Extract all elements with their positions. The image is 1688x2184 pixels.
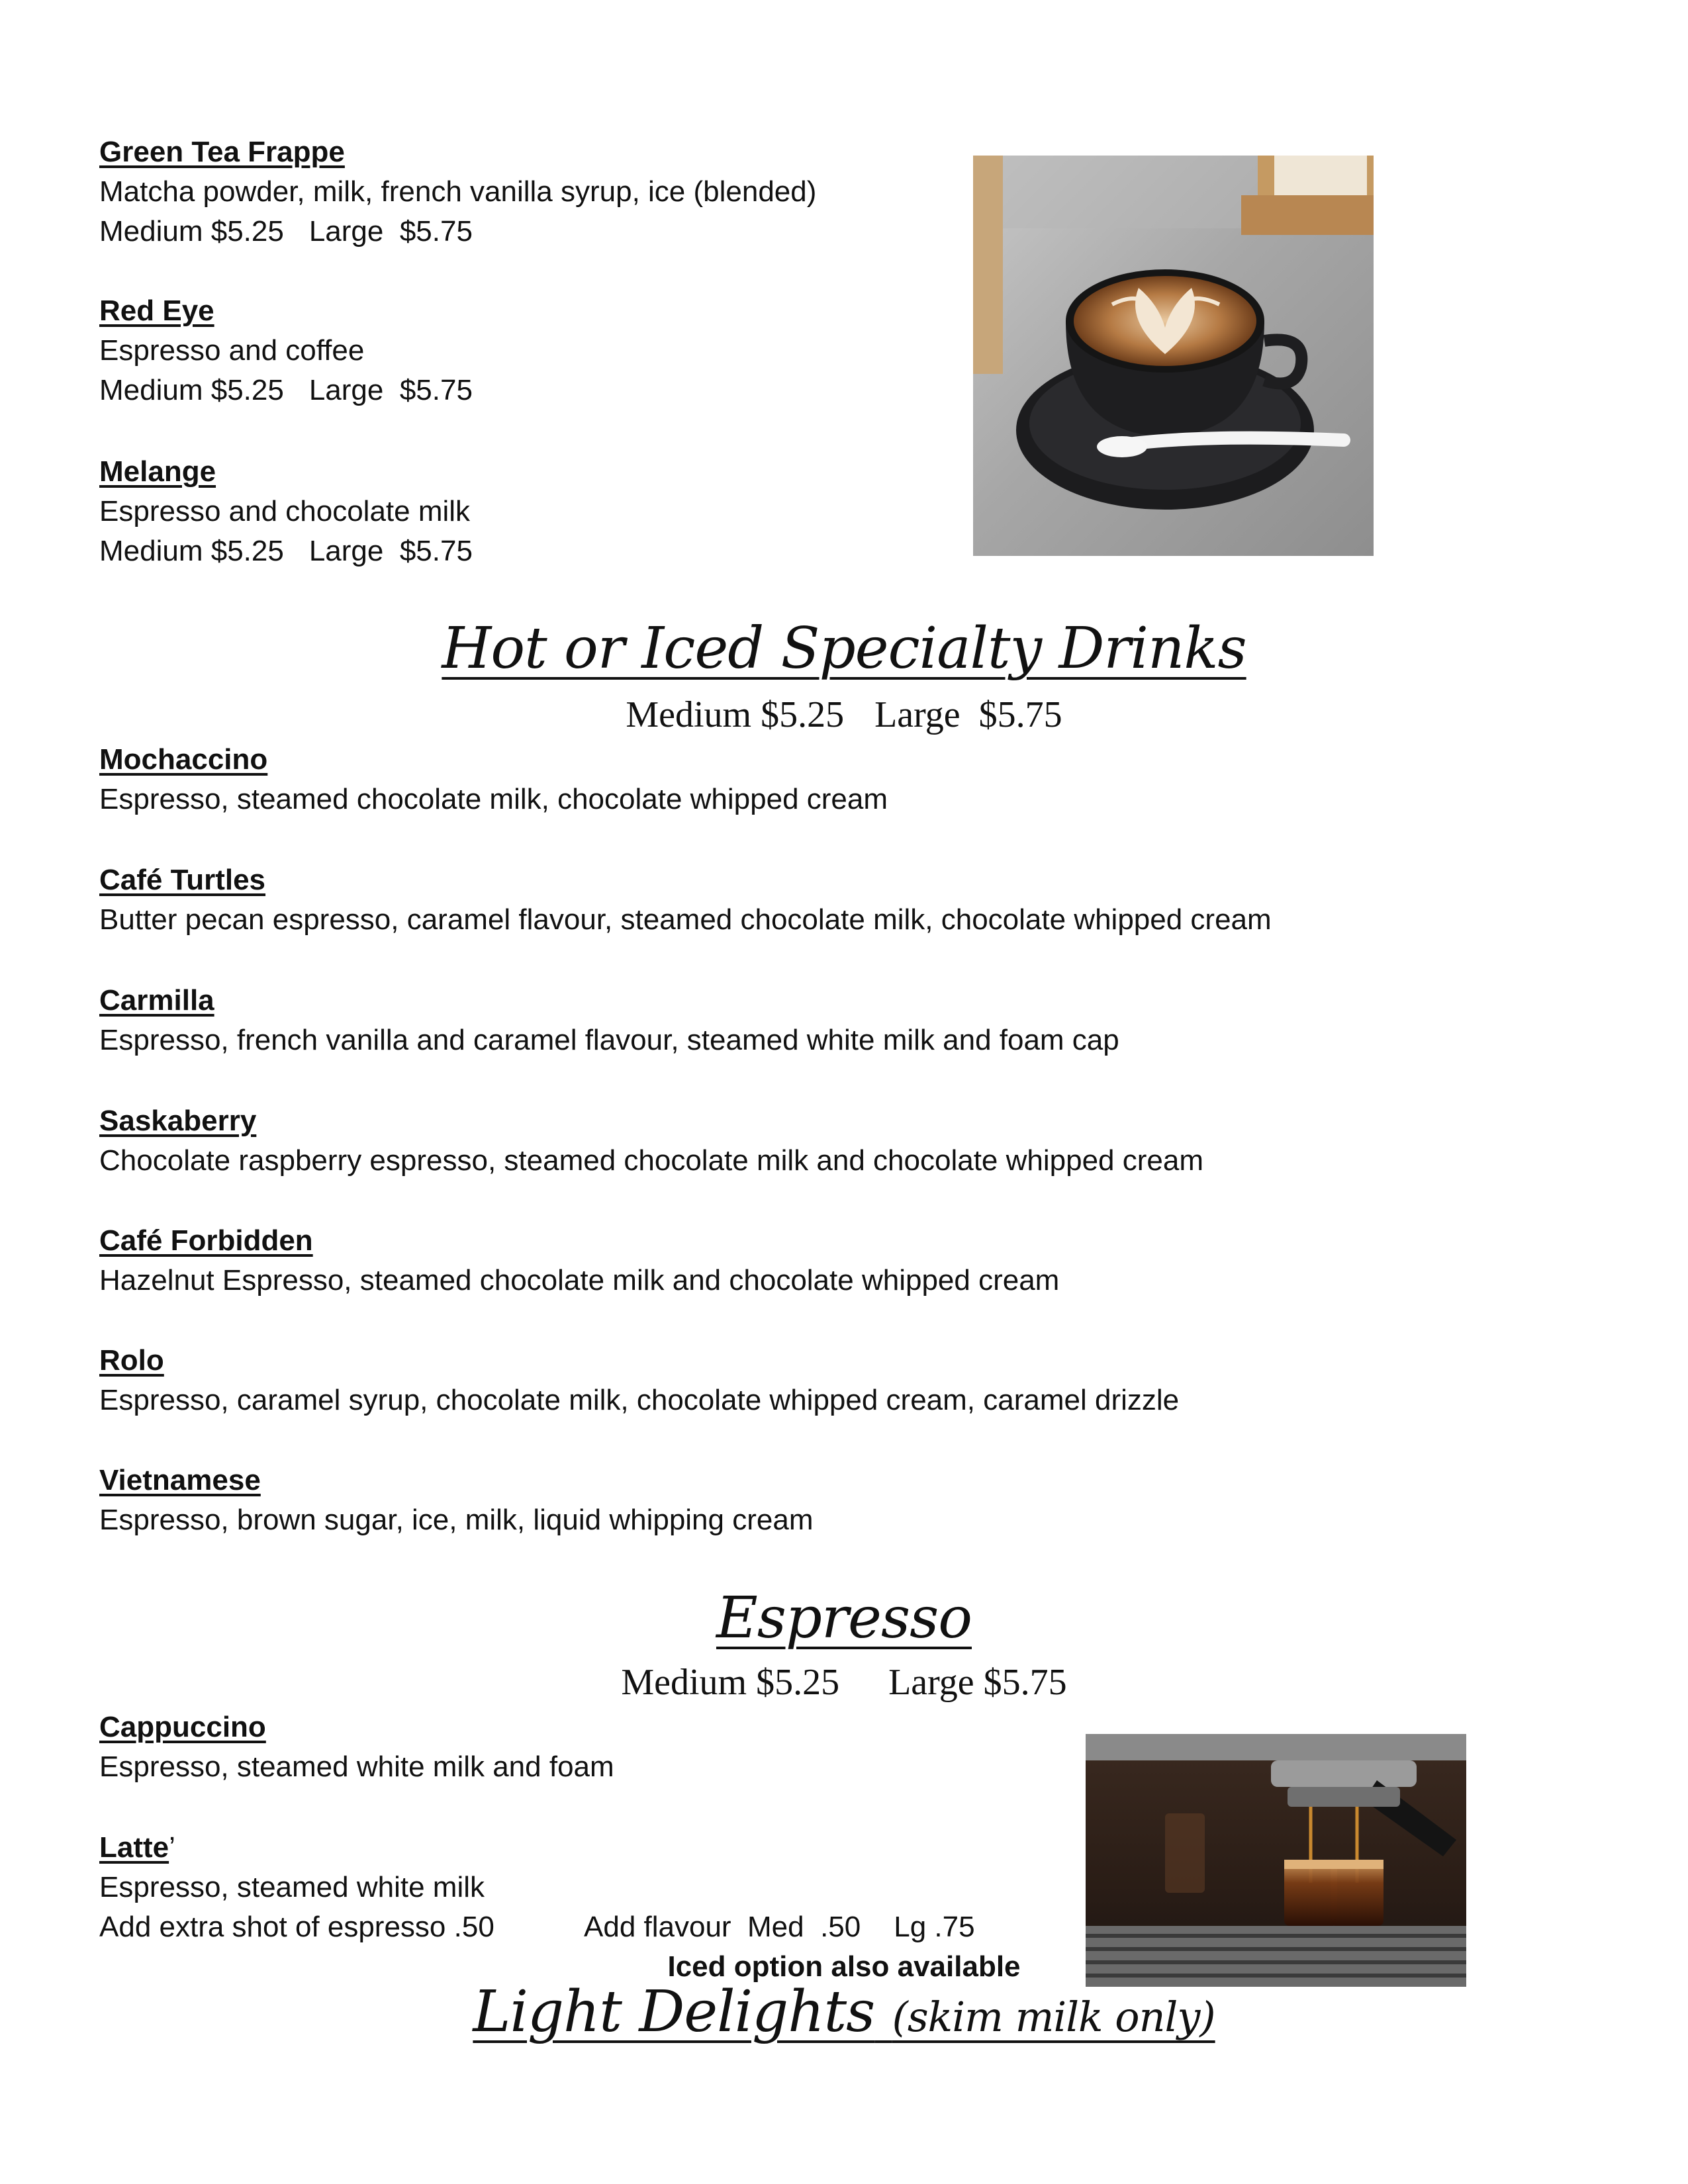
light-delights-title-text: Light Delights xyxy=(473,1979,875,2045)
specialty-title: Hot or Iced Specialty Drinks xyxy=(442,615,1246,682)
item-name-latte-wrap xyxy=(99,1831,175,1864)
item-desc-cafe-forbidden: Hazelnut Espresso, steamed chocolate milk and chocolate whipped cream xyxy=(99,1264,1060,1297)
add-flavour-med: Add flavour Med .50 xyxy=(584,1911,861,1943)
item-name-mochaccino: Mochaccino xyxy=(99,743,268,776)
iced-option-note: Iced option also available xyxy=(667,1950,1021,1983)
item-name-cappuccino: Cappuccino xyxy=(99,1711,266,1743)
espresso-price-medium: Medium $5.25 xyxy=(621,1662,840,1703)
price-large: Large $5.75 xyxy=(308,535,473,567)
item-desc-latte: Espresso, steamed white milk xyxy=(99,1871,485,1903)
item-name-vietnamese: Vietnamese xyxy=(99,1464,261,1496)
item-desc-cappuccino: Espresso, steamed white milk and foam xyxy=(99,1751,614,1783)
price-large: Large $5.75 xyxy=(308,374,473,406)
espresso-machine-icon xyxy=(1086,1734,1466,1987)
item-desc-saskaberry: Chocolate raspberry espresso, steamed chocolate milk and chocolate whipped cream xyxy=(99,1144,1203,1177)
extra-shot-note: Add extra shot of espresso .50 xyxy=(99,1911,494,1943)
item-desc-rolo: Espresso, caramel syrup, chocolate milk, chocolate whipped cream, caramel drizzle xyxy=(99,1384,1180,1416)
item-name-rolo: Rolo xyxy=(99,1344,164,1377)
add-flavour-note xyxy=(584,1911,975,1944)
add-flavour-lg: Lg .75 xyxy=(894,1911,975,1943)
price-medium: Medium $5.25 xyxy=(99,535,284,567)
latte-apostrophe: ’ xyxy=(169,1831,175,1864)
item-desc-vietnamese: Espresso, brown sugar, ice, milk, liquid whipping cream xyxy=(99,1504,814,1536)
item-name-latte: Latte xyxy=(99,1831,169,1864)
specialty-price-medium: Medium $5.25 xyxy=(626,694,845,735)
item-desc-green-tea-frappe: Matcha powder, milk, french vanilla syrup, ice (blended) xyxy=(99,175,817,208)
espresso-price-large: Large $5.75 xyxy=(888,1662,1067,1703)
price-large: Large $5.75 xyxy=(308,215,473,248)
item-desc-red-eye: Espresso and coffee xyxy=(99,334,365,367)
espresso-price-row xyxy=(0,1661,1688,1704)
item-desc-melange: Espresso and chocolate milk xyxy=(99,495,471,527)
espresso-machine-photo xyxy=(1086,1734,1466,1987)
item-name-green-tea-frappe: Green Tea Frappe xyxy=(99,136,345,168)
item-desc-carmilla: Espresso, french vanilla and caramel flavour, steamed white milk and foam cap xyxy=(99,1024,1119,1056)
item-name-cafe-turtles: Café Turtles xyxy=(99,864,266,896)
item-name-cafe-forbidden: Café Forbidden xyxy=(99,1224,313,1257)
latte-art-cup-icon xyxy=(973,156,1374,556)
latte-art-photo xyxy=(973,156,1374,556)
espresso-title: Espresso xyxy=(716,1585,972,1651)
specialty-price-row xyxy=(0,694,1688,736)
item-price-green-tea-frappe xyxy=(99,215,473,248)
item-price-red-eye xyxy=(99,374,473,407)
specialty-price-large: Large $5.75 xyxy=(874,694,1062,735)
item-desc-mochaccino: Espresso, steamed chocolate milk, chocolate whipped cream xyxy=(99,783,888,815)
light-delights-title xyxy=(0,1979,1688,2045)
price-medium: Medium $5.25 xyxy=(99,215,284,248)
item-name-red-eye: Red Eye xyxy=(99,295,214,327)
price-medium: Medium $5.25 xyxy=(99,374,284,406)
item-price-melange xyxy=(99,535,473,568)
item-name-carmilla: Carmilla xyxy=(99,984,214,1017)
item-name-saskaberry: Saskaberry xyxy=(99,1105,257,1137)
light-delights-subtitle: (skim milk only) xyxy=(892,1993,1215,2041)
item-name-melange: Melange xyxy=(99,455,216,488)
item-desc-cafe-turtles: Butter pecan espresso, caramel flavour, steamed chocolate milk, chocolate whipped cream xyxy=(99,903,1272,936)
